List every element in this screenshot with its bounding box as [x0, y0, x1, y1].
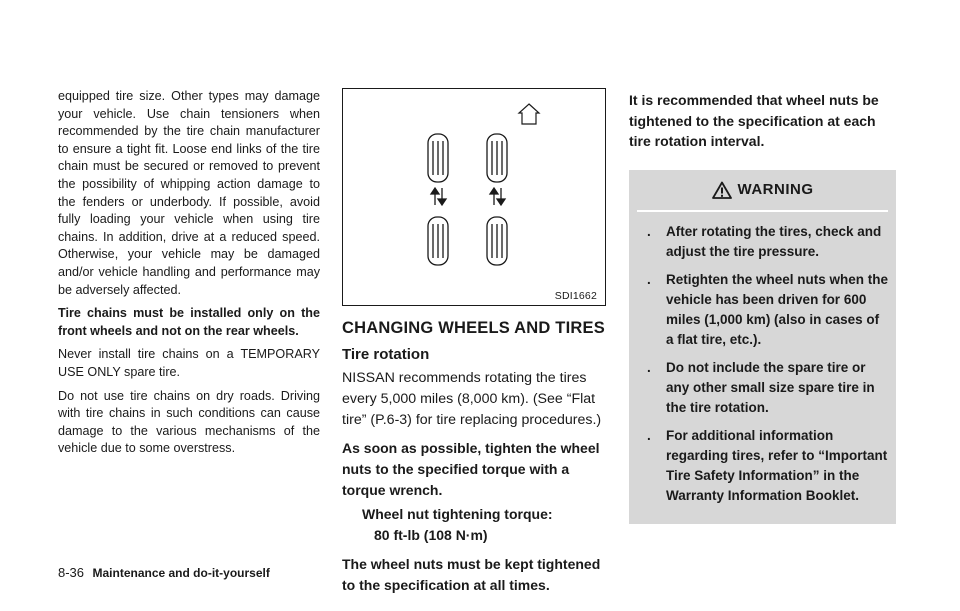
warning-item-text: For additional information regarding tires, refer to “Important Tire Safety Information” in the Warranty Information Booklet.	[666, 427, 888, 503]
figure-code: SDI1662	[554, 290, 597, 302]
dry-roads-note: Do not use tire chains on dry roads. Driving with tire chains in such conditions can cause damage to the various mechanisms of the vehicle due to some overstress.	[58, 388, 320, 456]
tire-front-right	[487, 134, 507, 182]
warning-item	[637, 426, 888, 506]
warning-list	[637, 222, 888, 506]
right-column	[629, 90, 896, 524]
tire-rotation-figure	[342, 88, 606, 306]
warning-item-text: Retighten the wheel nuts when the vehicle has been driven for 600 miles (1,000 km) (also in cases of a flat tire, etc.).	[666, 271, 889, 347]
warning-item-text: After rotating the tires, check and adjust the tire pressure.	[666, 223, 882, 259]
tire-rotation-diagram	[343, 89, 605, 305]
front-wheels-note: Tire chains must be installed only on the front wheels and not on the rear wheels.	[58, 306, 320, 338]
rotation-arrows-left	[431, 188, 446, 205]
bullet: .	[647, 359, 651, 375]
tire-rear-left	[428, 217, 448, 265]
rotation-arrows-right	[490, 188, 505, 205]
rotation-intro: NISSAN recommends rotating the tires every 5,000 miles (8,000 km). (See “Flat tire” (P.6-3) for tire replacing procedures.)	[342, 370, 602, 428]
recommendation: It is recommended that wheel nuts be tightened to the specification at each tire rotation interval.	[629, 92, 879, 149]
warning-item-text: Do not include the spare tire or any other small size spare tire in the tire rotation.	[666, 359, 875, 415]
warning-item	[637, 358, 888, 418]
chain-paragraph: equipped tire size. Other types may damage your vehicle. Use chain tensioners when recommended by the tire chain manufacturer to ensure a tight fit. Loose end links of the tire chain must be secured or removed to prevent the possibility of whipping action damage to the fenders or underbody. If possible, avoid fully loading your vehicle when using tire chains. In addition, drive at a reduced speed. Otherwise, your vehicle may be damaged and/or vehicle handling and performance may be adversely affected.	[58, 89, 320, 297]
warning-header	[637, 170, 888, 212]
warning-triangle-icon	[712, 181, 732, 199]
bullet: .	[647, 223, 651, 239]
tire-front-left	[428, 134, 448, 182]
spare-tire-note: Never install tire chains on a TEMPORARY USE ONLY spare tire.	[58, 347, 320, 379]
tire-rear-right	[487, 217, 507, 265]
middle-column	[342, 88, 608, 599]
page-footer	[58, 564, 270, 582]
warning-box	[629, 170, 896, 524]
warning-title: WARNING	[737, 181, 814, 198]
left-column	[58, 88, 320, 464]
kept-tightened-note: The wheel nuts must be kept tightened to the specification at all times.	[342, 556, 601, 593]
torque-value: 80 ft-lb (108 N·m)	[374, 527, 488, 543]
front-arrow-icon	[519, 104, 539, 124]
page-number: 8-36	[58, 565, 85, 580]
sub-title: Tire rotation	[342, 346, 430, 363]
warning-item	[637, 270, 888, 350]
torque-instruction: As soon as possible, tighten the wheel nuts to the specified torque with a torque wrench.	[342, 440, 600, 498]
bullet: .	[647, 271, 651, 287]
footer-section-name: Maintenance and do-it-yourself	[92, 566, 270, 580]
torque-label: Wheel nut tightening torque:	[362, 506, 553, 522]
warning-item	[637, 222, 888, 262]
section-title: CHANGING WHEELS AND TIRES	[342, 319, 605, 337]
bullet: .	[647, 427, 651, 443]
